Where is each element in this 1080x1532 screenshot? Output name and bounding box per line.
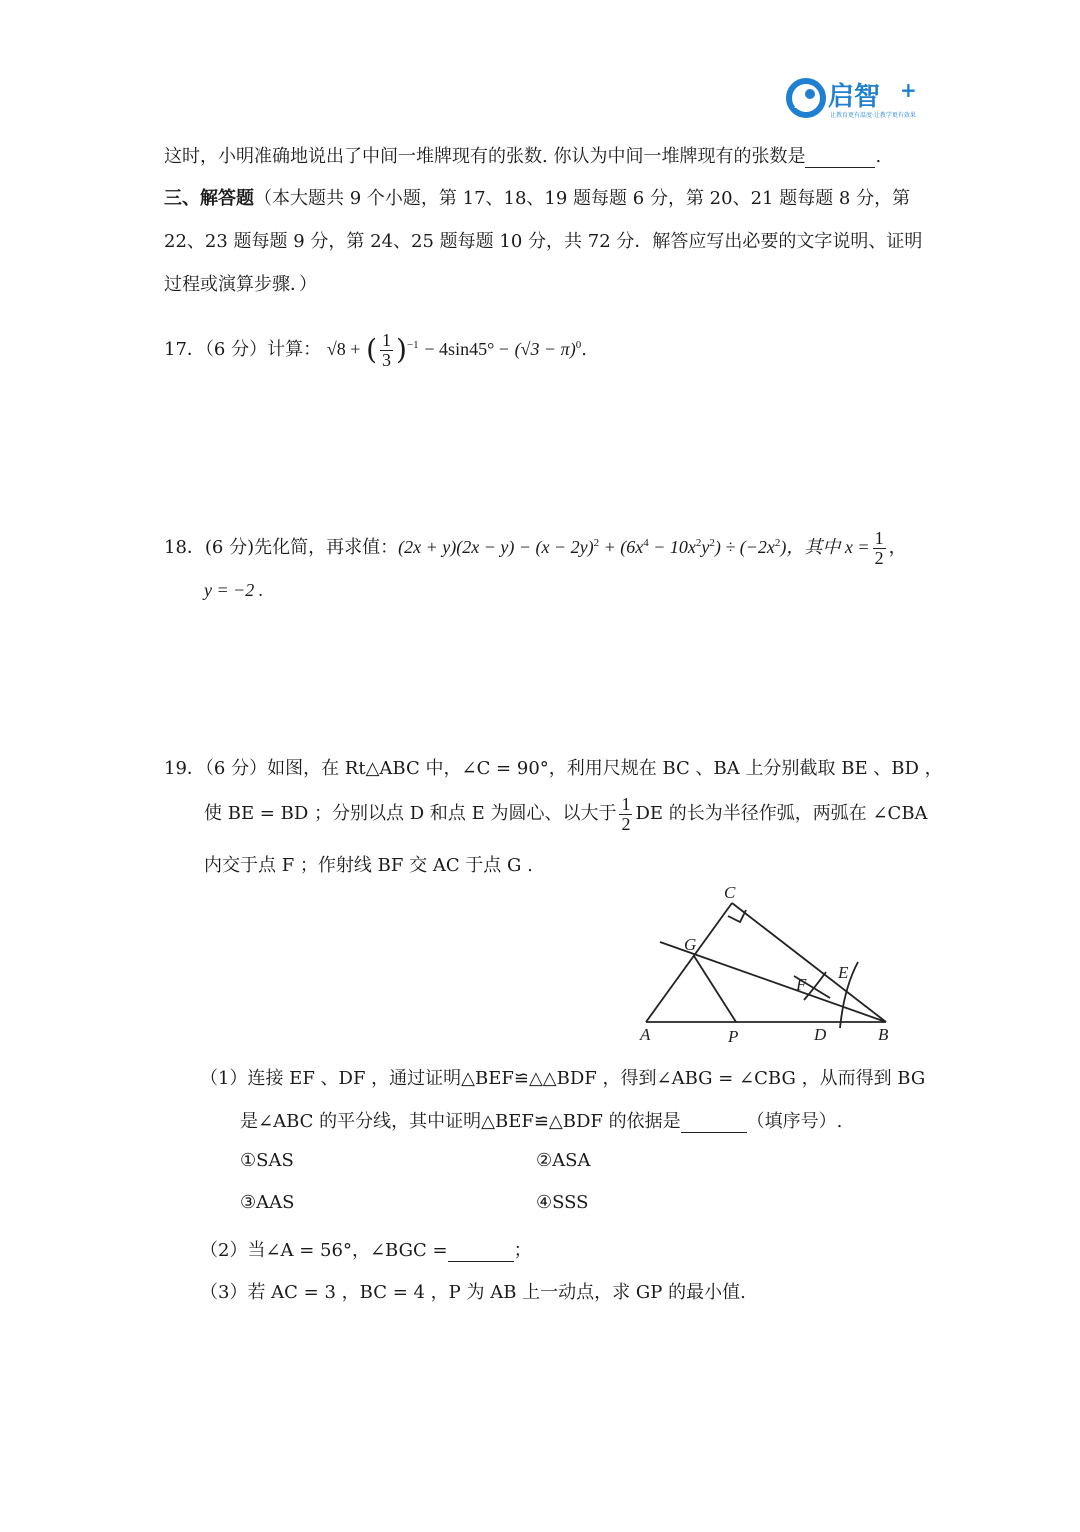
q17-lparen: ( (366, 333, 378, 366)
segment-cb (732, 903, 886, 1022)
q18-label: 18．(6 分)先化简，再求值： (164, 537, 399, 558)
section3-line2: 22、23 题每题 9 分，第 24、25 题每题 10 分，共 72 分．解答应写出必要的文字说明、证明 (164, 231, 923, 252)
q18-exp-2b: 2 (709, 537, 715, 549)
q18-expr-part1: (2x + y)(2x − y) − (x − 2y) (398, 537, 594, 557)
logo-tagline: 让教育更有温度·让教学更有效果 (830, 112, 916, 119)
q18-line2: y = −2 . (204, 580, 264, 600)
question-17 (164, 320, 587, 370)
option-1: ①SAS (240, 1150, 294, 1171)
sub3-line: （3）若 AC = 3 ，BC = 4 ，P 为 AB 上一动点，求 GP 的最小值. (200, 1282, 746, 1303)
q19-line3: 内交于点 F ；作射线 BF 交 AC 于点 G . (204, 855, 533, 876)
q18-comma: ， (888, 537, 907, 558)
q19-fraction (619, 795, 632, 834)
q17-end: . (581, 339, 587, 360)
sub2-text: （2）当∠A = 56°，∠BGC = (200, 1240, 448, 1261)
q17-frac-num: 1 (382, 329, 392, 350)
intro-line (164, 142, 881, 168)
label-p: P (728, 1027, 739, 1046)
intro-end: . (875, 146, 882, 167)
sub1-line2b: （填序号）. (746, 1111, 843, 1132)
q18-frac-num: 1 (874, 527, 884, 548)
section3-line1 (164, 184, 910, 210)
q18-expr-part6: ) (780, 537, 787, 557)
q18-exp-4: 4 (643, 537, 649, 549)
sub1-answer-blank (681, 1111, 747, 1133)
answer-blank (805, 146, 875, 168)
q19-line1: 19．（6 分）如图，在 Rt△ABC 中，∠C = 90°，利用尺规在 BC 、BA 上分别截取 BE 、BD ， (164, 758, 943, 779)
sub1-line2a: 是∠ABC 的平分线，其中证明△BEF≌△BDF 的依据是 (240, 1111, 681, 1132)
q19-line2 (204, 792, 928, 836)
label-d: D (814, 1025, 827, 1044)
q17-exp1: −1 (406, 339, 419, 351)
q17-label: 17．（6 分）计算： (164, 339, 322, 360)
ray-bf (660, 942, 886, 1022)
option-3: ③AAS (240, 1192, 295, 1213)
q19-line2b: DE 的长为半径作弧，两弧在 ∠CBA (635, 803, 928, 824)
geometry-figure (630, 880, 910, 1050)
question-18 (164, 518, 907, 568)
q17-term3: (√3 − π) (514, 339, 576, 359)
q17-frac-den: 3 (382, 349, 392, 370)
logo-name: 启智 (828, 82, 881, 112)
q18-expr-part2: + (6x (599, 537, 644, 557)
sub1-line2 (240, 1107, 842, 1133)
q18-fraction (873, 529, 886, 568)
option-2: ②ASA (536, 1150, 591, 1171)
label-c: C (724, 883, 736, 902)
q17-fraction (380, 331, 393, 370)
logo (786, 76, 926, 122)
q18-exp-2c: 2 (774, 537, 781, 549)
label-f: F (796, 975, 807, 994)
logo-mark-icon (786, 78, 826, 118)
arc-f-2 (804, 972, 826, 1000)
q19-line2a: 使 BE = BD ；分别以点 D 和点 E 为圆心、以大于 (204, 803, 617, 824)
q17-exp2: 0 (575, 339, 582, 351)
q18-expr-part3: − 10x (648, 537, 696, 557)
option-4: ④SSS (536, 1192, 589, 1213)
q18-mid: ，其中 x = (786, 537, 870, 557)
label-e: E (838, 963, 849, 982)
sub1-line1: （1）连接 EF 、DF ，通过证明△BEF≌△△BDF ，得到∠ABG = ∠CBG ，从而得到 BG (200, 1068, 926, 1089)
label-a: A (640, 1025, 651, 1044)
q18-expr-part4: y (701, 537, 710, 557)
label-g: G (684, 935, 697, 954)
q19-frac-num: 1 (621, 793, 631, 814)
sub2-end: ； (513, 1240, 532, 1261)
q18-expr (398, 537, 786, 557)
q18-exp-sq: 2 (593, 537, 600, 549)
q17-term2: − 4sin45° − (424, 339, 509, 359)
intro-text: 这时，小明准确地说出了中间一堆牌现有的张数. 你认为中间一堆牌现有的张数是 (164, 146, 806, 167)
sub2-line (200, 1236, 532, 1262)
q18-expr-part5: ) ÷ (−2x (714, 537, 775, 557)
logo-plus-icon: + (900, 78, 917, 102)
q17-rparen: ) (396, 333, 407, 366)
q17-term1: √8 + (326, 339, 361, 359)
q18-exp-2a: 2 (695, 537, 702, 549)
label-b: B (878, 1025, 889, 1044)
sub2-answer-blank (448, 1240, 514, 1262)
section3-line3: 过程或演算步骤．） (164, 274, 317, 295)
section3-title: 三、解答题 (164, 188, 254, 209)
section3-desc1: （本大题共 9 个小题，第 17、18、19 题每题 6 分，第 20、21 题每题 8 分，第 (254, 188, 911, 209)
q19-frac-den: 2 (621, 813, 631, 834)
q18-frac-den: 2 (874, 547, 884, 568)
